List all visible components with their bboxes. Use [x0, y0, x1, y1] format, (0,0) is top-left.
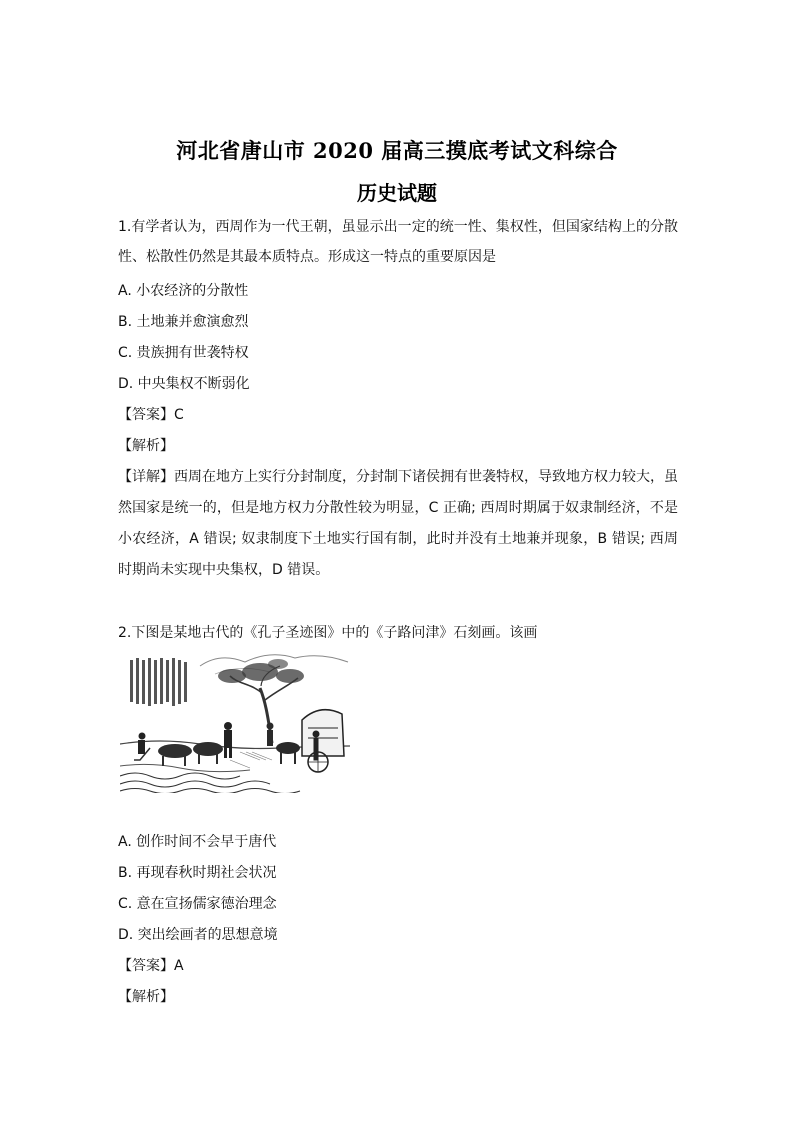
q1-answer — [118, 406, 184, 424]
q1-analysis-label: 【解析】 — [118, 438, 174, 454]
q1-stem-line-1: 1.有学者认为，西周作为一代王朝，虽显示出一定的统一性、集权性，但国家结构上的分散 — [118, 219, 678, 235]
answer-label: 【答案】 — [118, 407, 174, 423]
q1-detail-line-3: 小农经济，A 错误; 奴隶制度下土地实行国有制，此时并没有土地兼并现象，B 错误; 西周 — [118, 531, 678, 547]
q2-stem: 2.下图是某地古代的《孔子圣迹图》中的《子路问津》石刻画。该画 — [118, 625, 538, 641]
document-subtitle: 历史试题 — [357, 181, 437, 205]
q1-option-c: C. 贵族拥有世袭特权 — [118, 345, 249, 361]
answer-label: 【答案】 — [118, 958, 174, 974]
q1-option-d: D. 中央集权不断弱化 — [118, 376, 250, 392]
q1-stem-line-2: 性、松散性仍然是其最本质特点。形成这一特点的重要原因是 — [118, 249, 496, 265]
detail-text: 西周在地方上实行分封制度，分封制下诸侯拥有世袭特权，导致地方权力较大，虽 — [174, 469, 678, 485]
answer-value: A — [174, 958, 184, 974]
q2-option-c: C. 意在宣扬儒家德治理念 — [118, 896, 277, 912]
q2-answer — [118, 957, 184, 975]
answer-value: C — [174, 407, 184, 423]
q2-analysis-label: 【解析】 — [118, 989, 174, 1005]
q1-detail-line-2: 然国家是统一的，但是地方权力分散性较为明显，C 正确; 西周时期属于奴隶制经济，不是 — [118, 500, 678, 516]
q1-detail-line-1 — [118, 468, 678, 486]
q2-option-b: B. 再现春秋时期社会状况 — [118, 865, 277, 881]
q1-detail-line-4: 时期尚未实现中央集权，D 错误。 — [118, 562, 330, 578]
q2-option-d: D. 突出绘画者的思想意境 — [118, 927, 278, 943]
q1-option-a: A. 小农经济的分散性 — [118, 283, 249, 299]
q2-option-a: A. 创作时间不会早于唐代 — [118, 834, 277, 850]
stone-carving-illustration — [120, 648, 350, 793]
document-title: 河北省唐山市 2020 届高三摸底考试文科综合 — [176, 138, 618, 163]
detail-label: 【详解】 — [118, 469, 174, 485]
q1-option-b: B. 土地兼并愈演愈烈 — [118, 314, 249, 330]
